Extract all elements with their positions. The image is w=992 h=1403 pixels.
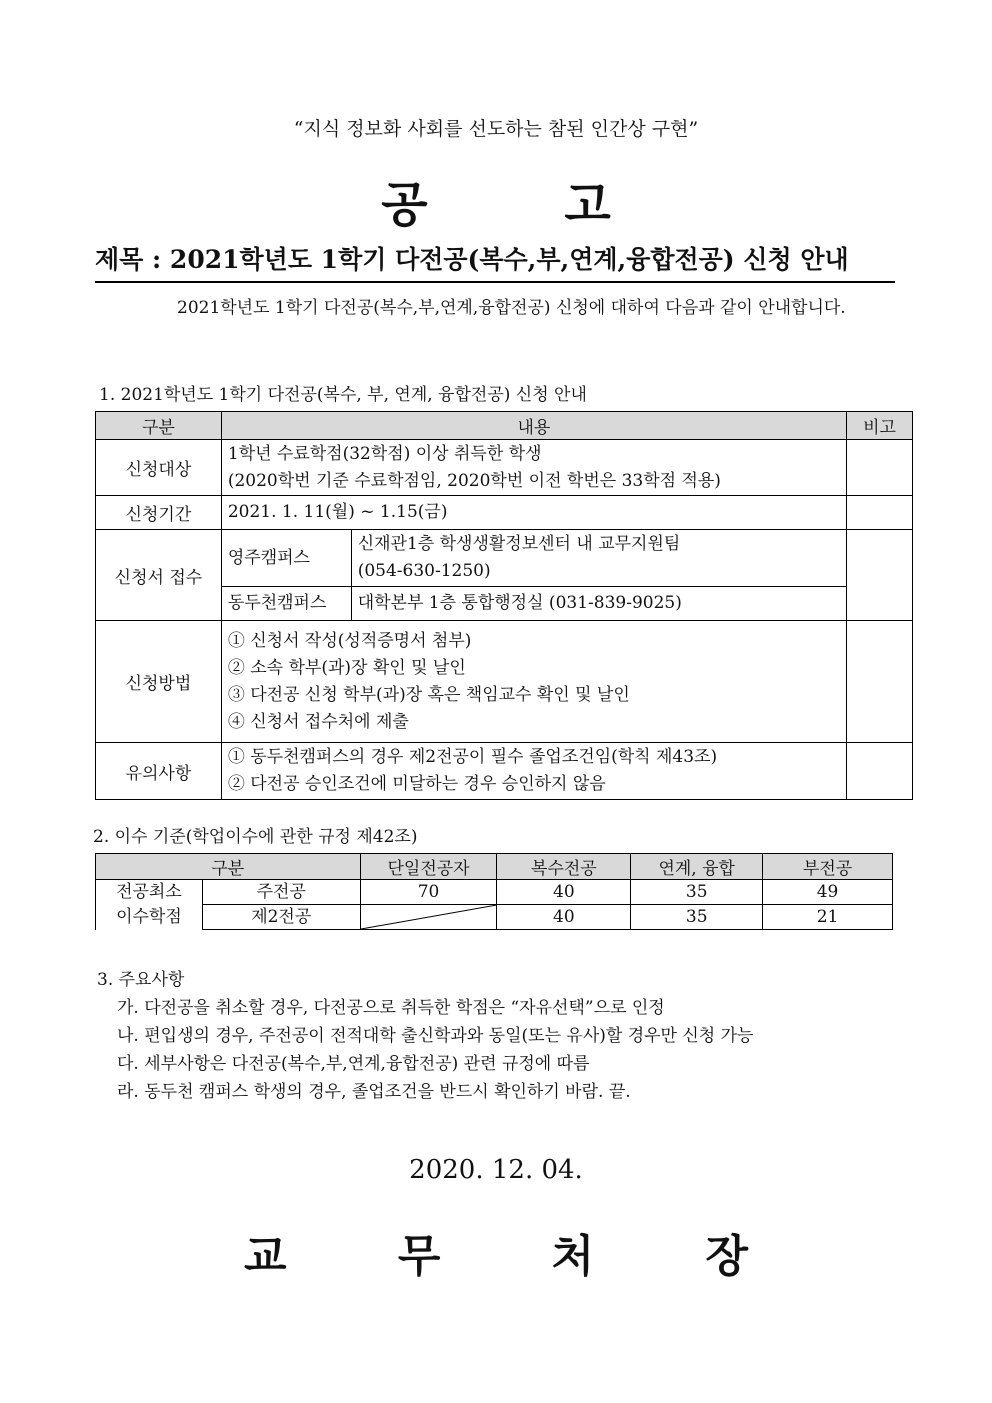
receipt-label: 신청서 접수 <box>96 530 222 621</box>
method-line: ④ 신청서 접수처에 제출 <box>227 711 409 732</box>
notes-line: ② 다전공 승인조건에 미달하는 경우 승인하지 않음 <box>227 774 606 794</box>
row-group-label-1: 전공최소 <box>96 880 203 905</box>
intro-paragraph <box>97 294 897 323</box>
target-content <box>221 440 846 496</box>
credits-header-minor: 부전공 <box>763 854 893 880</box>
method-line: ③ 다전공 신청 학부(과)장 혹은 책임교수 확인 및 날인 <box>227 684 630 705</box>
receipt-remarks <box>847 530 913 621</box>
cell-value: 40 <box>497 905 631 930</box>
cell-value: 21 <box>763 905 893 930</box>
notes-content <box>221 743 846 800</box>
section2-title: 2. 이수 기준(학업이수에 관한 규정 제42조) <box>93 827 418 847</box>
row-name: 주전공 <box>202 880 360 905</box>
cell-value: 70 <box>360 880 497 905</box>
diagonal-line <box>361 905 497 929</box>
period-label: 신청기간 <box>96 496 222 530</box>
issuing-office: 교 무 처 장 <box>244 1231 796 1282</box>
cell-value: 40 <box>497 880 631 905</box>
empty-diagonal-cell <box>360 905 497 930</box>
credits-header-double: 복수전공 <box>497 854 631 880</box>
notice-title: 제목 : 2021학년도 1학기 다전공(복수,부,연계,융합전공) 신청 안내 <box>95 240 895 283</box>
header-remarks: 비고 <box>847 412 913 440</box>
credits-table <box>95 853 893 930</box>
section3-item: 다. 세부사항은 다전공(복수,부,연계,융합전공) 관련 규정에 따름 <box>117 1054 590 1074</box>
credits-header-linked: 연계, 융합 <box>631 854 763 880</box>
notes-line: ① 동두천캠퍼스의 경우 제2전공이 필수 졸업조건임(학칙 제43조) <box>227 747 718 767</box>
method-line: ① 신청서 작성(성적증명서 첨부) <box>227 630 472 651</box>
notice-heading: 공 고 <box>381 177 671 233</box>
section3-item: 가. 다전공을 취소할 경우, 다전공으로 취득한 학점은 “자유선택”으로 인정 <box>117 998 665 1018</box>
target-line: (2020학번 기준 수료학점임, 2020학번 이전 학번은 33학점 적용) <box>227 470 721 491</box>
method-label: 신청방법 <box>96 621 222 743</box>
campus1-name: 영주캠퍼스 <box>221 530 351 587</box>
period-remarks <box>847 496 913 530</box>
section1-title: 1. 2021학년도 1학기 다전공(복수, 부, 연계, 융합전공) 신청 안내 <box>99 385 587 405</box>
period-content: 2021. 1. 11(월) ~ 1.15(금) <box>221 496 846 530</box>
campus1-line: 신재관1층 학생생활정보센터 내 교무지원팀 <box>357 534 681 554</box>
target-remarks <box>847 440 913 496</box>
section3-item: 라. 동두천 캠퍼스 학생의 경우, 졸업조건을 반드시 확인하기 바람. 끝. <box>117 1082 631 1102</box>
credits-header-category: 구분 <box>96 854 361 880</box>
campus1-line: (054-630-1250) <box>357 561 491 581</box>
credits-header-single: 단일전공자 <box>360 854 497 880</box>
header-category: 구분 <box>96 412 222 440</box>
method-line: ② 소속 학부(과)장 확인 및 날인 <box>227 657 466 678</box>
method-remarks <box>847 621 913 743</box>
section3-item: 나. 편입생의 경우, 주전공이 전적대학 출신학과와 동일(또는 유사)할 경우만 신청 가능 <box>117 1026 754 1046</box>
method-content <box>221 621 846 743</box>
section3-title: 3. 주요사항 <box>97 970 185 990</box>
cell-value: 35 <box>631 880 763 905</box>
target-label: 신청대상 <box>96 440 222 496</box>
intro-text: 2021학년도 1학기 다전공(복수,부,연계,융합전공) 신청에 대하여 다음과 같이 안내합니다. <box>177 298 846 318</box>
target-line: 1학년 수료학점(32학점) 이상 취득한 학생 <box>227 443 542 464</box>
row-group-label-2: 이수학점 <box>96 905 203 930</box>
notice-date: 2020. 12. 04. <box>409 1155 583 1185</box>
cell-value: 35 <box>631 905 763 930</box>
slogan: “지식 정보화 사회를 선도하는 참된 인간상 구현” <box>293 118 699 140</box>
notes-label: 유의사항 <box>96 743 222 800</box>
cell-value: 49 <box>763 880 893 905</box>
campus2-address: 대학본부 1층 통합행정실 (031-839-9025) <box>351 587 846 621</box>
notes-remarks <box>847 743 913 800</box>
application-table <box>95 411 913 800</box>
row-name: 제2전공 <box>202 905 360 930</box>
campus2-name: 동두천캠퍼스 <box>221 587 351 621</box>
section3 <box>97 966 917 1106</box>
header-content: 내용 <box>221 412 846 440</box>
campus1-address <box>351 530 846 587</box>
